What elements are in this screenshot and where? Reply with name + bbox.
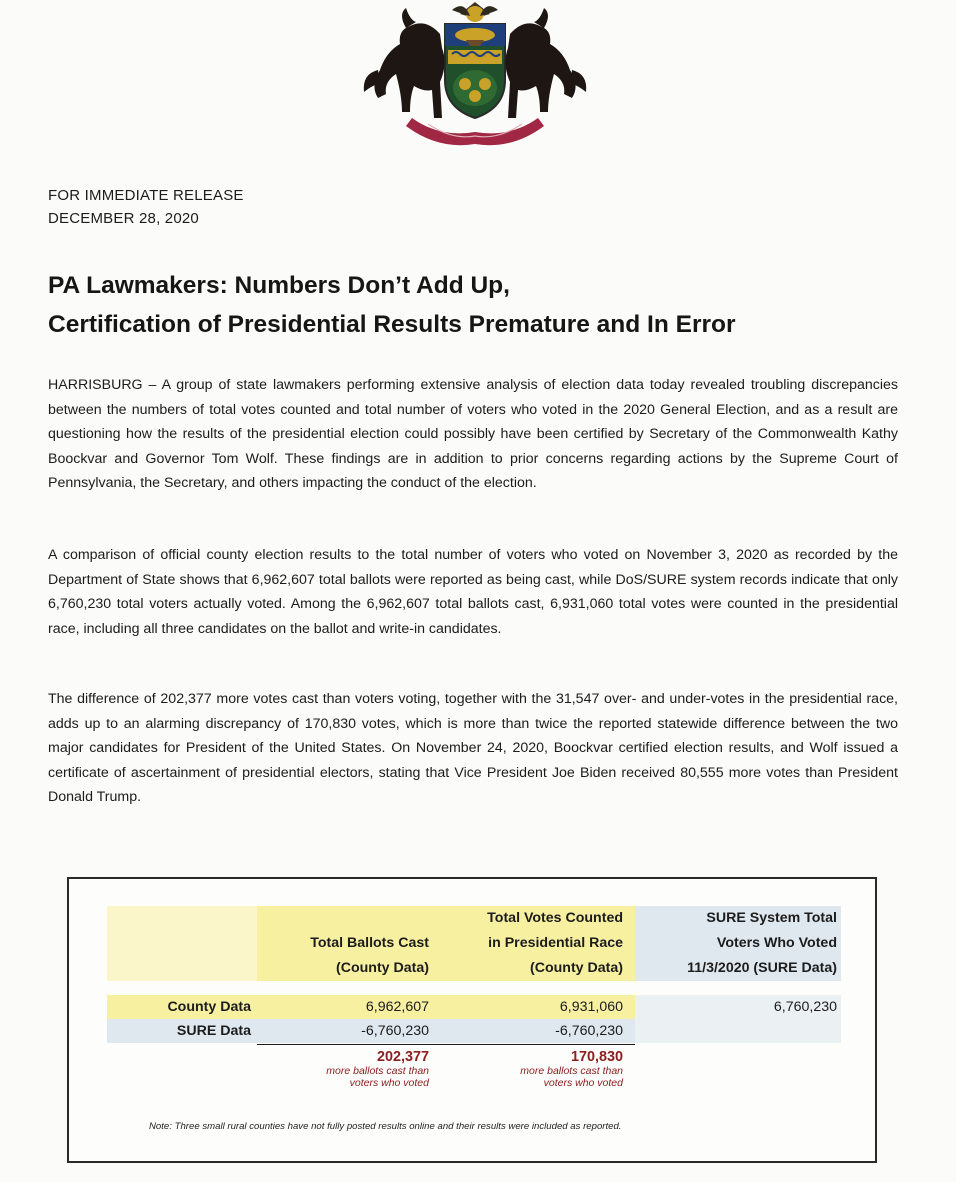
headline-line-2: Certification of Presidential Results Premature and In Error xyxy=(48,311,736,338)
eagle-crest xyxy=(452,2,498,22)
difference-votes-value: 170,830 xyxy=(570,1049,623,1065)
header-blank-cell xyxy=(107,906,257,981)
county-total-ballots-cast: 6,962,607 xyxy=(365,999,429,1015)
header-total-votes-counted: Total Votes Counted in Presidential Race (County Data) xyxy=(487,910,623,976)
left-horse xyxy=(364,8,445,118)
paragraph-2: A comparison of official county election results to the total number of voters who voted on November 3, 2020 as recorded by the Department of State shows that 6,962,607 total ballots were reported as being cast, while DoS/SURE system records indicate that only 6,760,230 total voters actually voted. Among the 6,962,607 total ballots cast, 6,931,060 total votes were counted in the presidential race, including all three candidates on the ballot and write-in candidates. xyxy=(48,547,898,637)
paragraph-1: HARRISBURG – A group of state lawmakers performing extensive analysis of election data today revealed troubling discrepancies between the numbers of total votes counted and total number of voters who voted in the 2020 General Election, and as a result are questioning how the results of the presidential election could possibly have been certified by Secretary of the Commonwealth Kathy Boockvar and Governor Tom Wolf. These findings are in addition to prior concerns regarding actions by the Supreme Court of Pennsylvania, the Secretary, and others impacting the conduct of the election. xyxy=(48,377,898,492)
row-label-county-data: County Data xyxy=(167,999,251,1015)
sum-rule xyxy=(257,1044,635,1045)
difference-ballots: 202,377 more ballots cast than voters who voted xyxy=(257,1049,429,1089)
headline xyxy=(48,266,908,344)
header-total-ballots-cast: Total Ballots Cast (County Data) xyxy=(310,935,429,976)
table-footnote: Note: Three small rural counties have not fully posted results online and their results were included as reported. xyxy=(149,1121,622,1132)
sure-subtract-ballots: -6,760,230 xyxy=(361,1023,429,1039)
release-header xyxy=(48,184,244,230)
shield xyxy=(445,24,505,118)
header-sure-system-total: SURE System Total Voters Who Voted 11/3/2020 (SURE Data) xyxy=(687,910,837,976)
vote-comparison-table xyxy=(67,877,877,1163)
headline-line-1: PA Lawmakers: Numbers Don’t Add Up, xyxy=(48,272,510,299)
difference-ballots-value: 202,377 xyxy=(376,1049,429,1065)
county-total-votes-counted: 6,931,060 xyxy=(559,999,623,1015)
pennsylvania-coat-of-arms-icon xyxy=(340,0,610,150)
release-date: DECEMBER 28, 2020 xyxy=(48,210,199,227)
sure-subtract-votes: -6,760,230 xyxy=(555,1023,623,1039)
difference-votes: 170,830 more ballots cast than voters who voted xyxy=(433,1049,623,1089)
row-label-sure-data: SURE Data xyxy=(176,1023,251,1039)
motto-ribbon xyxy=(406,118,544,145)
right-horse xyxy=(505,8,586,118)
release-label: FOR IMMEDIATE RELEASE xyxy=(48,187,244,204)
paragraph-3: The difference of 202,377 more votes cast than voters voting, together with the 31,547 over- and under-votes in the presidential race, adds up to an alarming discrepancy of 170,830 votes, which is more than twice the reported statewide difference between the two major candidates for President of the United States. On November 24, 2020, Boockvar certified election results, and Wolf issued a certificate of ascertainment of presidential electors, stating that Vice President Joe Biden received 80,555 more votes than President Donald Trump. xyxy=(48,691,898,806)
sure-total-voters: 6,760,230 xyxy=(773,999,837,1015)
